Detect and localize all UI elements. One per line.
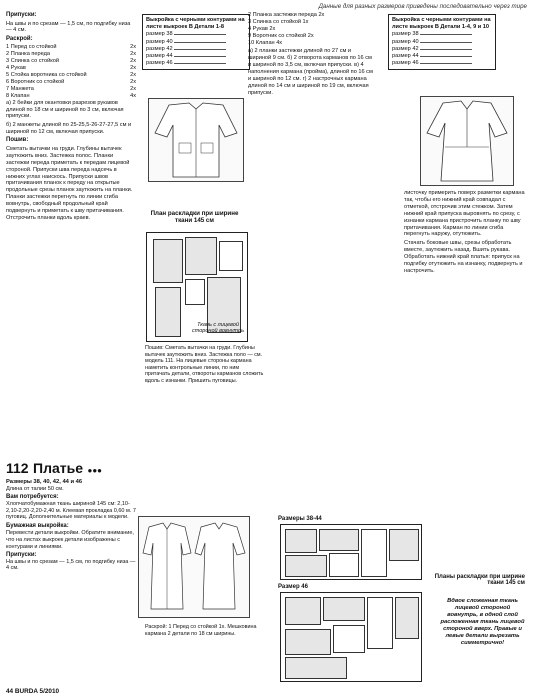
garment-sketch-front-back	[138, 516, 250, 618]
pattern-piece	[185, 279, 205, 305]
layout-plan-46	[280, 592, 422, 682]
size-row: размер 44	[392, 53, 492, 60]
paper-title: Бумажная выкройка:	[6, 523, 69, 530]
size-row: размер 46	[392, 60, 492, 67]
pattern-piece	[285, 657, 347, 679]
section-name: Платье	[33, 460, 84, 476]
pattern-piece	[285, 597, 321, 625]
right-text-2: Стачать боковые швы, срезы обработать вместе, заутюжить назад. Вшить рукава. Обработать нижний край платья: припуск на подгибку отутюжить на изнанку, подвернуть и настрочить.	[404, 239, 523, 274]
allowances2-title: Припуски:	[6, 552, 37, 559]
pattern-piece	[395, 597, 419, 639]
pattern-piece	[361, 529, 387, 577]
section-number: 112	[6, 460, 29, 476]
allowances2-text: На швы и по срезам — 1,5 см, по подгибку низа — 4 см.	[6, 559, 136, 572]
pattern-box-1	[142, 14, 250, 70]
cut-item: 1 Перед со стойкой 2x	[6, 44, 136, 51]
allowances-text: На швы и по срезам — 1,5 см, по подгибку низа — 4 см.	[6, 20, 131, 34]
middle-bottom-text: Раскрой: 1 Перед со стойкой 1x. Мешковина кармана 2 детали по 18 см ширины.	[145, 624, 257, 637]
page-footer	[6, 688, 59, 695]
cut-item: 2 Планка переда 2x	[6, 51, 136, 58]
size-46-label: Размер 46	[278, 584, 308, 590]
cut-item: 8 Клапан 4x	[6, 92, 136, 99]
pattern-box-2-title: Выкройка с черными контурами на листе выкроек В Детали 1-4, 9 и 10	[392, 17, 491, 31]
pattern-piece	[285, 629, 331, 655]
middle-body: а) 2 планки застежки длиной по 27 см и шириной 9 см. б) 2 отворота карманов по 16 см и шириной по 3,5 см, включая припуски. в) 4 наполнения кармана (пройма), длиной по 16 см и шириной по 12 см. г) 2 настрочных кармана длиной по 14 см и шириной по 19 см, включая припуски.	[248, 48, 373, 96]
pattern-piece	[389, 529, 419, 561]
pattern-piece	[367, 597, 393, 649]
size-row: размер 40	[392, 39, 492, 46]
garment-sketch-111	[148, 98, 244, 182]
cut-title: Раскрой:	[6, 35, 33, 42]
cut-list	[6, 44, 136, 99]
size-row: размер 44	[146, 53, 246, 60]
size-row: размер 46	[146, 60, 246, 67]
pattern-box-2	[388, 14, 496, 70]
section-112: 112 Платье ●●● Размеры 38, 40, 42, 44 и 46 Длина от талии 50 см. Вам потребуется: Хлопчатобумажная ткань шириной 145 см: 2,10-2,10-2,20-2,20-2,40 м. Клеевая прокладка 0,60 м. 7 пуговиц. Дополнительные материалы к модели. Бумажная выкройка: Перевести детали выкройки. Обратите внимание, что на листах выкроек детали изображены с контурами и линиями. Припуски: На швы и по срезам — 1,5 см, по подгибку низа — 4 см.	[6, 460, 136, 572]
header-note: Данные для разных размеров приведены последовательно через тире	[318, 3, 527, 10]
right-column	[404, 190, 529, 276]
paper-text: Перевести детали выкройки. Обратите внимание, что на листах выкроек детали изображены с контурами и линиями.	[6, 530, 134, 550]
cut-item: 3 Спинка со стойкой 2x	[6, 58, 136, 65]
cut-item: 7 Манжета 2x	[6, 85, 136, 92]
page-number: 44	[6, 688, 14, 695]
layout-plan-title: План раскладки при ширине ткани 145 см	[150, 210, 239, 224]
pattern-piece	[219, 241, 243, 271]
para-1: а) 2 бейки для окантовки разрезов рукавов длиной по 18 см и шириной по 3 см, включая припуски.	[6, 99, 124, 120]
garment-sketch-112	[420, 96, 514, 186]
layout-plan-38-44	[280, 524, 422, 580]
pattern-piece	[185, 237, 217, 275]
need-title: Вам потребуется:	[6, 494, 59, 500]
sizes: Размеры 38, 40, 42, 44 и 46	[6, 479, 83, 485]
pattern-piece	[333, 625, 365, 653]
left-column	[6, 12, 136, 223]
layout-caption: Ткань с лицевой стороной вовнутрь	[191, 322, 245, 334]
middle-cut-list: 2 Планка застежки переда 2x 3 Спинка со стойкой 1x 4 Рукав 2x 9 Воротник со стойкой 2x 10 Клапан 4x	[248, 12, 325, 46]
brand: BURDA	[14, 688, 38, 695]
size-row: размер 40	[146, 39, 246, 46]
pattern-piece	[329, 553, 359, 577]
cut-item: 5 Стойка воротника со стойкой 2x	[6, 72, 136, 79]
size-row: размер 38	[392, 31, 492, 38]
para-2: б) 2 манжеты длиной по 25-25,5-26-27-27,5 см и шириной по 12 см, включая припуски.	[6, 121, 132, 135]
right-text-1: листочку примерить поверх разметки кармана так, чтобы его нижний край совпадал с отметкой, отстрочив этим стежком. Затем нижний край припуска выровнять по срезу, с изнанки кармана пристрочить планку по шву притачивания. Карман по линии сгиба перегнуть наружу, отутюжить.	[404, 190, 525, 238]
allowances-title: Припуски:	[6, 12, 37, 18]
size-row: размер 42	[392, 46, 492, 53]
sizes-38-44-label: Размеры 38-44	[278, 516, 322, 522]
pattern-piece	[155, 287, 181, 337]
plan-note: Вдвое сложенная ткань лицевой стороной вовнутрь, в одной слой расложенная ткань лицевой стороной вверх. Правые и левые детали вырезать симметрично!	[440, 598, 525, 646]
middle-text-lower: Пошив: Сметать вытачки на груди. Глубины вытачек заутюжить вниз. Застежка поло — см. модель 111. На лицевые стороны кармана наметить контрольные линии, по ним притачать детали, отвороты карманов сложить вдоль с изнанки. Пришить пуговицы.	[145, 345, 264, 384]
pattern-piece	[323, 597, 365, 621]
plan-title: Планы раскладки при ширине ткани 145 см	[434, 574, 525, 586]
length: Длина от талии 50 см.	[6, 486, 64, 492]
sewing-title: Пошив:	[6, 137, 29, 144]
sewing-text: Сметать вытачки на груди. Глубины вытачек заутюжить вниз. Застежка полос. Планки застежки переда приметать к передам лицевой стороной. Припуски шва переда надсечь в нижних углах наискось. Припуски швов притачивания планок к переду на открытые продольные срезы планок заутюжить на планки. Планки застежки перегнуть по линии сгиба вовнутрь, свободный продольный край подвернуть и приметать к шву притачивания. Отстрочить планки вдоль краев.	[6, 145, 133, 221]
cut-item: 6 Воротник со стойкой 2x	[6, 78, 136, 85]
size-row: размер 38	[146, 31, 246, 38]
cut-item: 4 Рукав 2x	[6, 65, 136, 72]
need-text: Хлопчатобумажная ткань шириной 145 см: 2,10-2,10-2,20-2,20-2,40 м. Клеевая прокладка 0,60 м. 7 пуговиц. Дополнительные материалы к модели.	[6, 501, 136, 521]
pattern-box-1-title: Выкройка с черными контурами на листе выкроек В Детали 1-8	[146, 17, 245, 31]
pattern-piece	[319, 529, 359, 551]
size-row: размер 42	[146, 46, 246, 53]
pattern-piece	[285, 529, 317, 553]
issue: 5/2010	[39, 688, 60, 695]
pattern-piece	[153, 239, 183, 283]
middle-column	[248, 12, 373, 98]
pattern-piece	[285, 555, 327, 577]
